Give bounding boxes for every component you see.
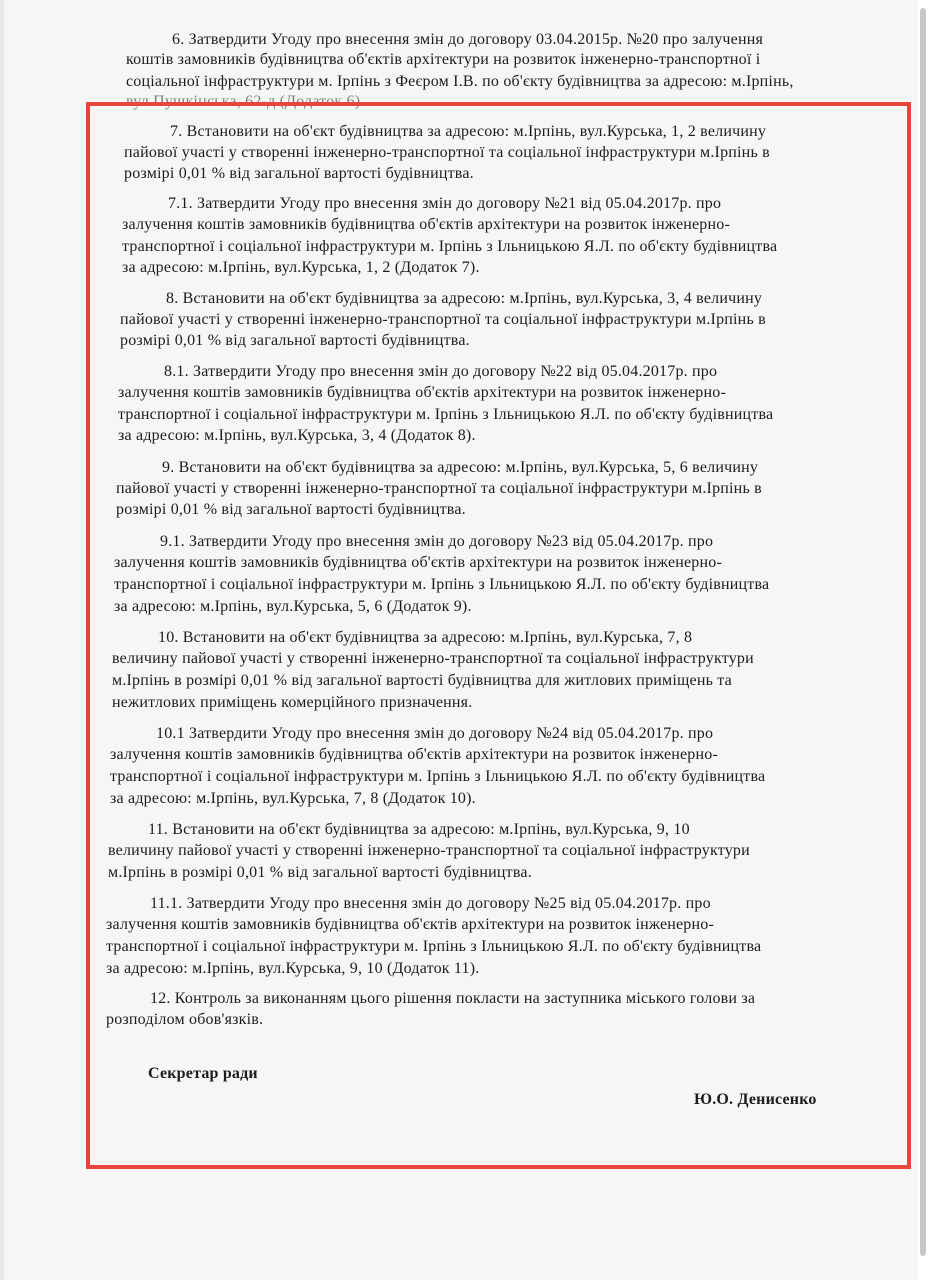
doc-line: транспортної і соціальної інфраструктури м. Ірпінь з Ільницькою Я.Л. по об'єкту будівництва — [122, 238, 778, 255]
doc-line: транспортної і соціальної інфраструктури м. Ірпінь з Ільницькою Я.Л. по об'єкту будівництва — [106, 938, 762, 955]
doc-line: 11.1. Затвердити Угоду про внесення змін до договору №25 від 05.04.2017р. про — [150, 895, 711, 912]
doc-line: м.Ірпінь в розмірі 0,01 % від загальної вартості будівництва. — [108, 864, 532, 881]
doc-line: транспортної і соціальної інфраструктури м. Ірпінь з Ільницькою Я.Л. по об'єкту будівництва — [118, 406, 774, 423]
doc-line: нежитлових приміщень комерційного призначення. — [112, 694, 473, 711]
doc-line: розмірі 0,01 % від загальної вартості будівництва. — [120, 332, 470, 349]
doc-line: за адресою: м.Ірпінь, вул.Курська, 9, 10 (Додаток 11). — [106, 960, 480, 977]
doc-line: за адресою: м.Ірпінь, вул.Курська, 5, 6 (Додаток 9). — [114, 598, 472, 615]
doc-line: пайової участі у створенні інженерно-транспортної та соціальної інфраструктури м.Ірпінь в — [124, 144, 770, 161]
doc-line: 10.1 Затвердити Угоду про внесення змін до договору №24 від 05.04.2017р. про — [156, 725, 714, 742]
doc-line: за адресою: м.Ірпінь, вул.Курська, 3, 4 (Додаток 8). — [118, 427, 476, 444]
doc-line: залучення коштів замовників будівництва об'єктів архітектури на розвиток інженерно- — [114, 554, 722, 571]
doc-line: розмірі 0,01 % від загальної вартості будівництва. — [124, 165, 474, 182]
doc-line: 12. Контроль за виконанням цього рішення покласти на заступника міського голови за — [150, 990, 756, 1007]
doc-line: м.Ірпінь в розмірі 0,01 % від загальної вартості будівництва для житлових приміщень та — [112, 672, 732, 689]
scrollbar-track[interactable] — [918, 0, 928, 1280]
doc-line: 10. Встановити на об'єкт будівництва за адресою: м.Ірпінь, вул.Курська, 7, 8 — [158, 629, 693, 646]
doc-line: вул.Пушкінська, 62-д (Додаток 6). — [126, 93, 365, 110]
doc-line: 9.1. Затвердити Угоду про внесення змін до договору №23 від 05.04.2017р. про — [160, 533, 714, 550]
doc-line: 6. Затвердити Угоду про внесення змін до договору 03.04.2015р. №20 про залучення — [172, 31, 764, 48]
doc-line: 9. Встановити на об'єкт будівництва за адресою: м.Ірпінь, вул.Курська, 5, 6 величину — [162, 459, 759, 476]
doc-line: за адресою: м.Ірпінь, вул.Курська, 1, 2 (Додаток 7). — [122, 259, 480, 276]
doc-line: величину пайової участі у створенні інженерно-транспортної та соціальної інфраструктури — [108, 842, 750, 859]
doc-line: соціальної інфраструктури м. Ірпінь з Феєром І.В. по об'єкту будівництва за адресою: м.Ірпінь, — [126, 73, 794, 90]
doc-line: пайової участі у створенні інженерно-транспортної та соціальної інфраструктури м.Ірпінь в — [120, 311, 766, 328]
doc-line: 7. Встановити на об'єкт будівництва за адресою: м.Ірпінь, вул.Курська, 1, 2 величину — [170, 123, 767, 140]
doc-line: розмірі 0,01 % від загальної вартості будівництва. — [116, 501, 466, 518]
doc-line: розподілом обов'язків. — [106, 1011, 264, 1028]
doc-line: залучення коштів замовників будівництва об'єктів архітектури на розвиток інженерно- — [106, 916, 714, 933]
doc-line: 11. Встановити на об'єкт будівництва за адресою: м.Ірпінь, вул.Курська, 9, 10 — [148, 821, 690, 838]
scrollbar-thumb[interactable] — [920, 8, 926, 1256]
signature-role: Секретар ради — [148, 1065, 258, 1082]
doc-line: пайової участі у створенні інженерно-транспортної та соціальної інфраструктури м.Ірпінь в — [116, 480, 762, 497]
doc-line: залучення коштів замовників будівництва об'єктів архітектури на розвиток інженерно- — [122, 216, 730, 233]
doc-line: залучення коштів замовників будівництва об'єктів архітектури на розвиток інженерно- — [118, 384, 726, 401]
doc-line: 8. Встановити на об'єкт будівництва за адресою: м.Ірпінь, вул.Курська, 3, 4 величину — [166, 290, 763, 307]
doc-line: 7.1. Затвердити Угоду про внесення змін до договору №21 від 05.04.2017р. про — [168, 195, 722, 212]
doc-line: залучення коштів замовників будівництва об'єктів архітектури на розвиток інженерно- — [110, 746, 718, 763]
doc-line: коштів замовників будівництва об'єктів архітектури на розвиток інженерно-транспортної і — [126, 51, 761, 68]
doc-line: транспортної і соціальної інфраструктури м. Ірпінь з Ільницькою Я.Л. по об'єкту будівництва — [114, 576, 770, 593]
page-edge — [0, 0, 4, 1280]
doc-line: транспортної і соціальної інфраструктури м. Ірпінь з Ільницькою Я.Л. по об'єкту будівництва — [110, 768, 766, 785]
doc-line: 8.1. Затвердити Угоду про внесення змін до договору №22 від 05.04.2017р. про — [164, 363, 718, 380]
doc-line: величину пайової участі у створенні інженерно-транспортної та соціальної інфраструктури — [112, 650, 754, 667]
signature-name: Ю.О. Денисенко — [694, 1091, 817, 1108]
doc-line: за адресою: м.Ірпінь, вул.Курська, 7, 8 (Додаток 10). — [110, 790, 476, 807]
